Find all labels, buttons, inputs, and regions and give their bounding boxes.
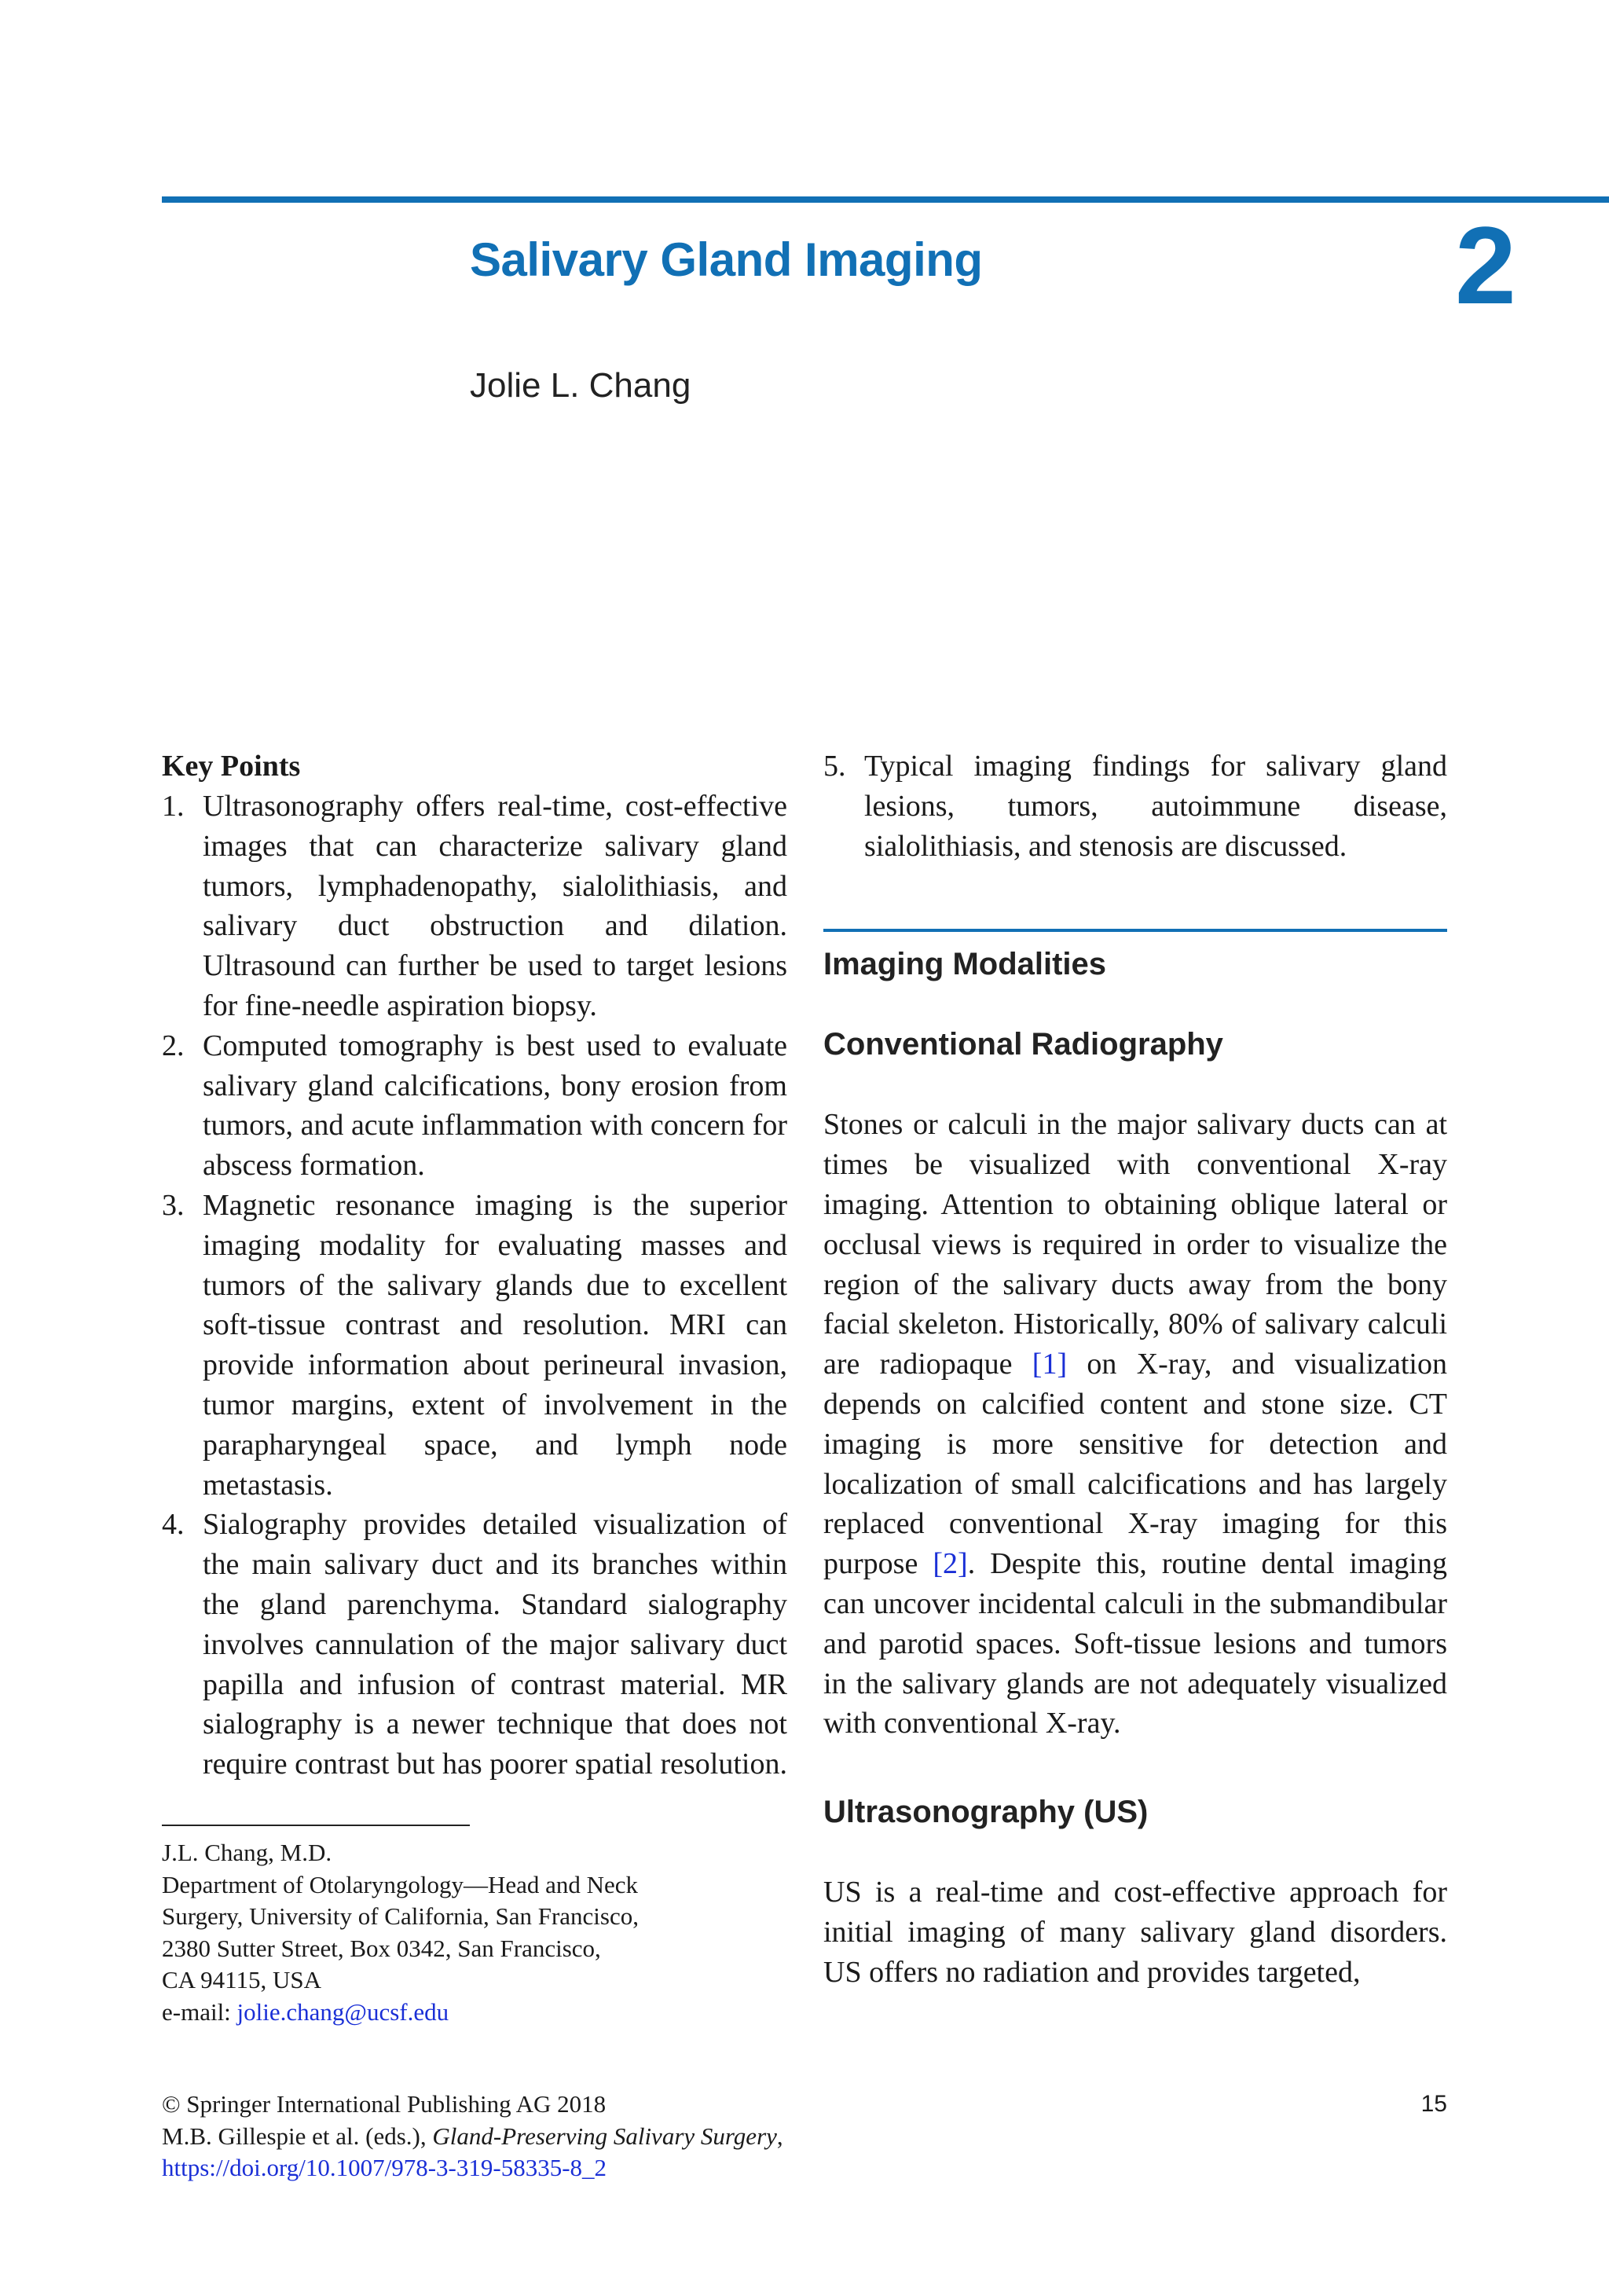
page-number: 15 bbox=[1420, 2091, 1447, 2117]
key-point-text: Sialography provides detailed visualization of the main salivary duct and its branches within the gland parenchyma. Standard sialography involves cannulation of the major salivary duct papilla and infusion of contrast material. MR sialography is a newer technique that does not require contrast but has poorer spatial resolution. bbox=[203, 1508, 787, 1781]
key-point-item bbox=[162, 1505, 787, 1784]
key-point-item bbox=[162, 1186, 787, 1505]
doi-link[interactable]: https://doi.org/10.1007/978-3-319-58335-8_2 bbox=[162, 2154, 607, 2181]
paragraph-text: . Despite this, routine dental imaging can uncover incidental calculi in the submandibular and parotid spaces. Soft-tissue lesions and tumors in the salivary glands are not adequately visualized with conventional X-ray. bbox=[823, 1547, 1447, 1740]
key-point-number: 5. bbox=[823, 750, 846, 783]
body-paragraph bbox=[823, 1105, 1447, 1744]
key-point-item bbox=[162, 787, 787, 1026]
footnote-email-line bbox=[162, 1997, 775, 2029]
chapter-title: Salivary Gland Imaging bbox=[470, 233, 983, 286]
chapter-author: Jolie L. Chang bbox=[470, 366, 691, 405]
chapter-number: 2 bbox=[1455, 204, 1516, 327]
paragraph-text: on X-ray, and visualization depends on calcified content and stone size. CT imaging is more sensitive for detection and localization of small calcifications and has largely replaced conventional X-ray imaging for this purpose bbox=[823, 1348, 1447, 1581]
footnote-affiliation: 2380 Sutter Street, Box 0342, San Francisco, bbox=[162, 1934, 601, 1962]
section-rule bbox=[823, 929, 1447, 932]
key-point-number: 1. bbox=[162, 790, 185, 823]
body-paragraph: US is a real-time and cost-effective approach for initial imaging of many salivary gland disorders. US offers no radiation and provides targeted, bbox=[823, 1876, 1447, 1989]
key-point-text: Ultrasonography offers real-time, cost-effective images that can characterize salivary gland tumors, lymphadenopathy, sialolithiasis, and salivary duct obstruction and dilation. Ultrasound can further be used to target lesions for fine-needle aspiration biopsy. bbox=[203, 790, 787, 1022]
citation-editors: M.B. Gillespie et al. (eds.), bbox=[162, 2122, 433, 2150]
key-point-item bbox=[823, 746, 1447, 866]
subsection-heading-ultrasonography: Ultrasonography (US) bbox=[823, 1795, 1149, 1830]
paragraph-text: Stones or calculi in the major salivary ducts can at times be visualized with conventional X-ray imaging. Attention to obtaining oblique lateral or occlusal views is required in order to visualize the region of the salivary ducts away from the bony facial skeleton. Historically, 80% of salivary calculi are radiopaque bbox=[823, 1108, 1447, 1381]
citation-line bbox=[162, 2121, 1105, 2153]
footnote-affiliation: Department of Otolaryngology—Head and Neck bbox=[162, 1870, 639, 1898]
chapter-top-rule bbox=[162, 196, 1609, 203]
left-column bbox=[162, 746, 787, 1784]
subsection-heading-conventional-radiography: Conventional Radiography bbox=[823, 1027, 1223, 1062]
footnote-affiliation: CA 94115, USA bbox=[162, 1966, 321, 1993]
citation-link[interactable]: [2] bbox=[933, 1547, 968, 1581]
author-footnote bbox=[162, 1837, 775, 2028]
key-point-item bbox=[162, 1026, 787, 1186]
footnote-name: J.L. Chang, M.D. bbox=[162, 1839, 332, 1866]
key-point-text: Magnetic resonance imaging is the superior imaging modality for evaluating masses and tumors of the salivary glands due to excellent soft-tissue contrast and resolution. MRI can provide information about perineural invasion, tumor margins, extent of involvement in the parapharyngeal space, and lymph node metastasis. bbox=[203, 1188, 787, 1502]
key-point-number: 3. bbox=[162, 1188, 185, 1222]
key-point-number: 4. bbox=[162, 1508, 185, 1542]
book-title: Gland-Preserving Salivary Surgery bbox=[432, 2122, 777, 2150]
footnote-rule bbox=[162, 1825, 470, 1826]
footnote-affiliation: Surgery, University of California, San Francisco, bbox=[162, 1902, 639, 1930]
key-point-text: Typical imaging findings for salivary gland lesions, tumors, autoimmune disease, sialolithiasis, and stenosis are discussed. bbox=[864, 750, 1447, 863]
citation-suffix: , bbox=[776, 2122, 783, 2150]
citation-link[interactable]: [1] bbox=[1032, 1348, 1068, 1381]
key-point-number: 2. bbox=[162, 1029, 185, 1062]
copyright-line: © Springer International Publishing AG 2018 bbox=[162, 2090, 607, 2118]
key-points-heading: Key Points bbox=[162, 750, 301, 783]
copyright-block bbox=[162, 2089, 1105, 2184]
key-point-text: Computed tomography is best used to evaluate salivary gland calcifications, bony erosion from tumors, and acute inflammation with concern for abscess formation. bbox=[203, 1029, 787, 1183]
email-link[interactable]: jolie.chang@ucsf.edu bbox=[236, 1997, 449, 2026]
email-label: e-mail: bbox=[162, 1997, 237, 2026]
right-column bbox=[823, 746, 1447, 1993]
section-heading-imaging-modalities: Imaging Modalities bbox=[823, 947, 1107, 982]
